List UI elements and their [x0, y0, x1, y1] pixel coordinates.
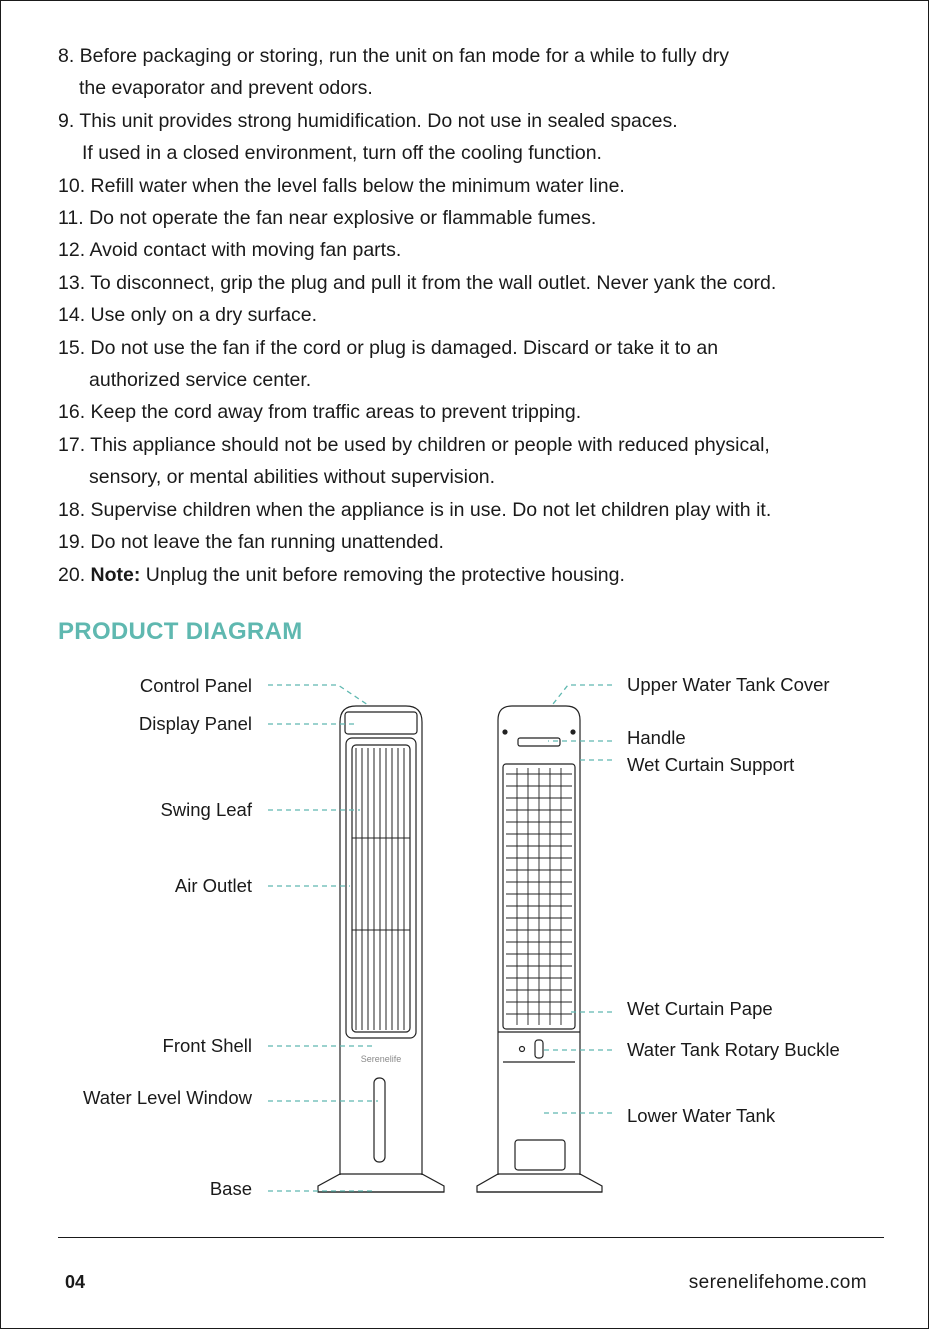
instruction-17-line-1: 17. This appliance should not be used by children or people with reduced physical,	[58, 433, 770, 456]
front-brand-mark: Serenelife	[360, 1054, 402, 1064]
label-water-level-window: Water Level Window	[83, 1087, 252, 1108]
instruction-19: 19. Do not leave the fan running unattended.	[58, 531, 444, 554]
instruction-8-line-1: 8. Before packaging or storing, run the unit on fan mode for a while to fully dry	[58, 45, 729, 67]
front-view-drawing	[318, 706, 444, 1192]
leader-control-panel	[268, 685, 368, 705]
back-view-drawing	[477, 706, 602, 1192]
label-wet-curtain-support: Wet Curtain Support	[627, 754, 795, 775]
instruction-10: 10. Refill water when the level falls below the minimum water line.	[58, 174, 625, 197]
label-control-panel: Control Panel	[139, 675, 252, 696]
instruction-15-line-2: authorized service center.	[89, 369, 312, 392]
label-water-tank-rotary-buckle: Water Tank Rotary Buckle	[627, 1039, 840, 1060]
label-lower-water-tank: Lower Water Tank	[627, 1105, 776, 1126]
instruction-12: 12. Avoid contact with moving fan parts.	[58, 239, 402, 262]
air-outlet-louvers	[352, 748, 410, 1030]
label-base: Base	[209, 1178, 252, 1199]
website-url: serenelifehome.com	[688, 1272, 867, 1293]
label-front-shell: Front Shell	[162, 1035, 252, 1056]
label-upper-water-tank-cover: Upper Water Tank Cover	[627, 674, 830, 695]
label-air-outlet: Air Outlet	[174, 875, 252, 896]
label-swing-leaf: Swing Leaf	[160, 799, 252, 820]
instruction-20-text: Unplug the unit before removing the protective housing.	[140, 563, 625, 586]
instruction-16: 16. Keep the cord away from traffic areas to prevent tripping.	[58, 401, 582, 424]
instruction-14: 14. Use only on a dry surface.	[58, 304, 318, 327]
instruction-9-line-2: If used in a closed environment, turn off the cooling function.	[82, 142, 602, 165]
section-title: PRODUCT DIAGRAM	[58, 618, 303, 645]
leader-upper-water-tank-cover	[553, 685, 612, 704]
leader-lines	[268, 685, 612, 1191]
footer-divider	[58, 1237, 884, 1238]
wet-curtain-mesh	[506, 768, 572, 1025]
instruction-9-line-1: 9. This unit provides strong humidification. Do not use in sealed spaces.	[58, 109, 678, 132]
page-number: 04	[65, 1272, 86, 1292]
instruction-20-prefix: 20.	[58, 563, 91, 586]
label-handle: Handle	[627, 727, 686, 748]
label-wet-curtain-pape: Wet Curtain Pape	[627, 998, 773, 1019]
instruction-15-line-1: 15. Do not use the fan if the cord or plug is damaged. Discard or take it to an	[58, 336, 719, 359]
instruction-17-line-2: sensory, or mental abilities without supervision.	[89, 466, 496, 489]
instruction-18: 18. Supervise children when the appliance is in use. Do not let children play with it.	[58, 498, 772, 521]
note-label: Note:	[90, 563, 141, 586]
label-display-panel: Display Panel	[138, 713, 252, 734]
instruction-13: 13. To disconnect, grip the plug and pull it from the wall outlet. Never yank the cord.	[58, 271, 777, 294]
instruction-11: 11. Do not operate the fan near explosive or flammable fumes.	[58, 207, 597, 230]
instruction-8-line-2: the evaporator and prevent odors.	[79, 77, 373, 100]
